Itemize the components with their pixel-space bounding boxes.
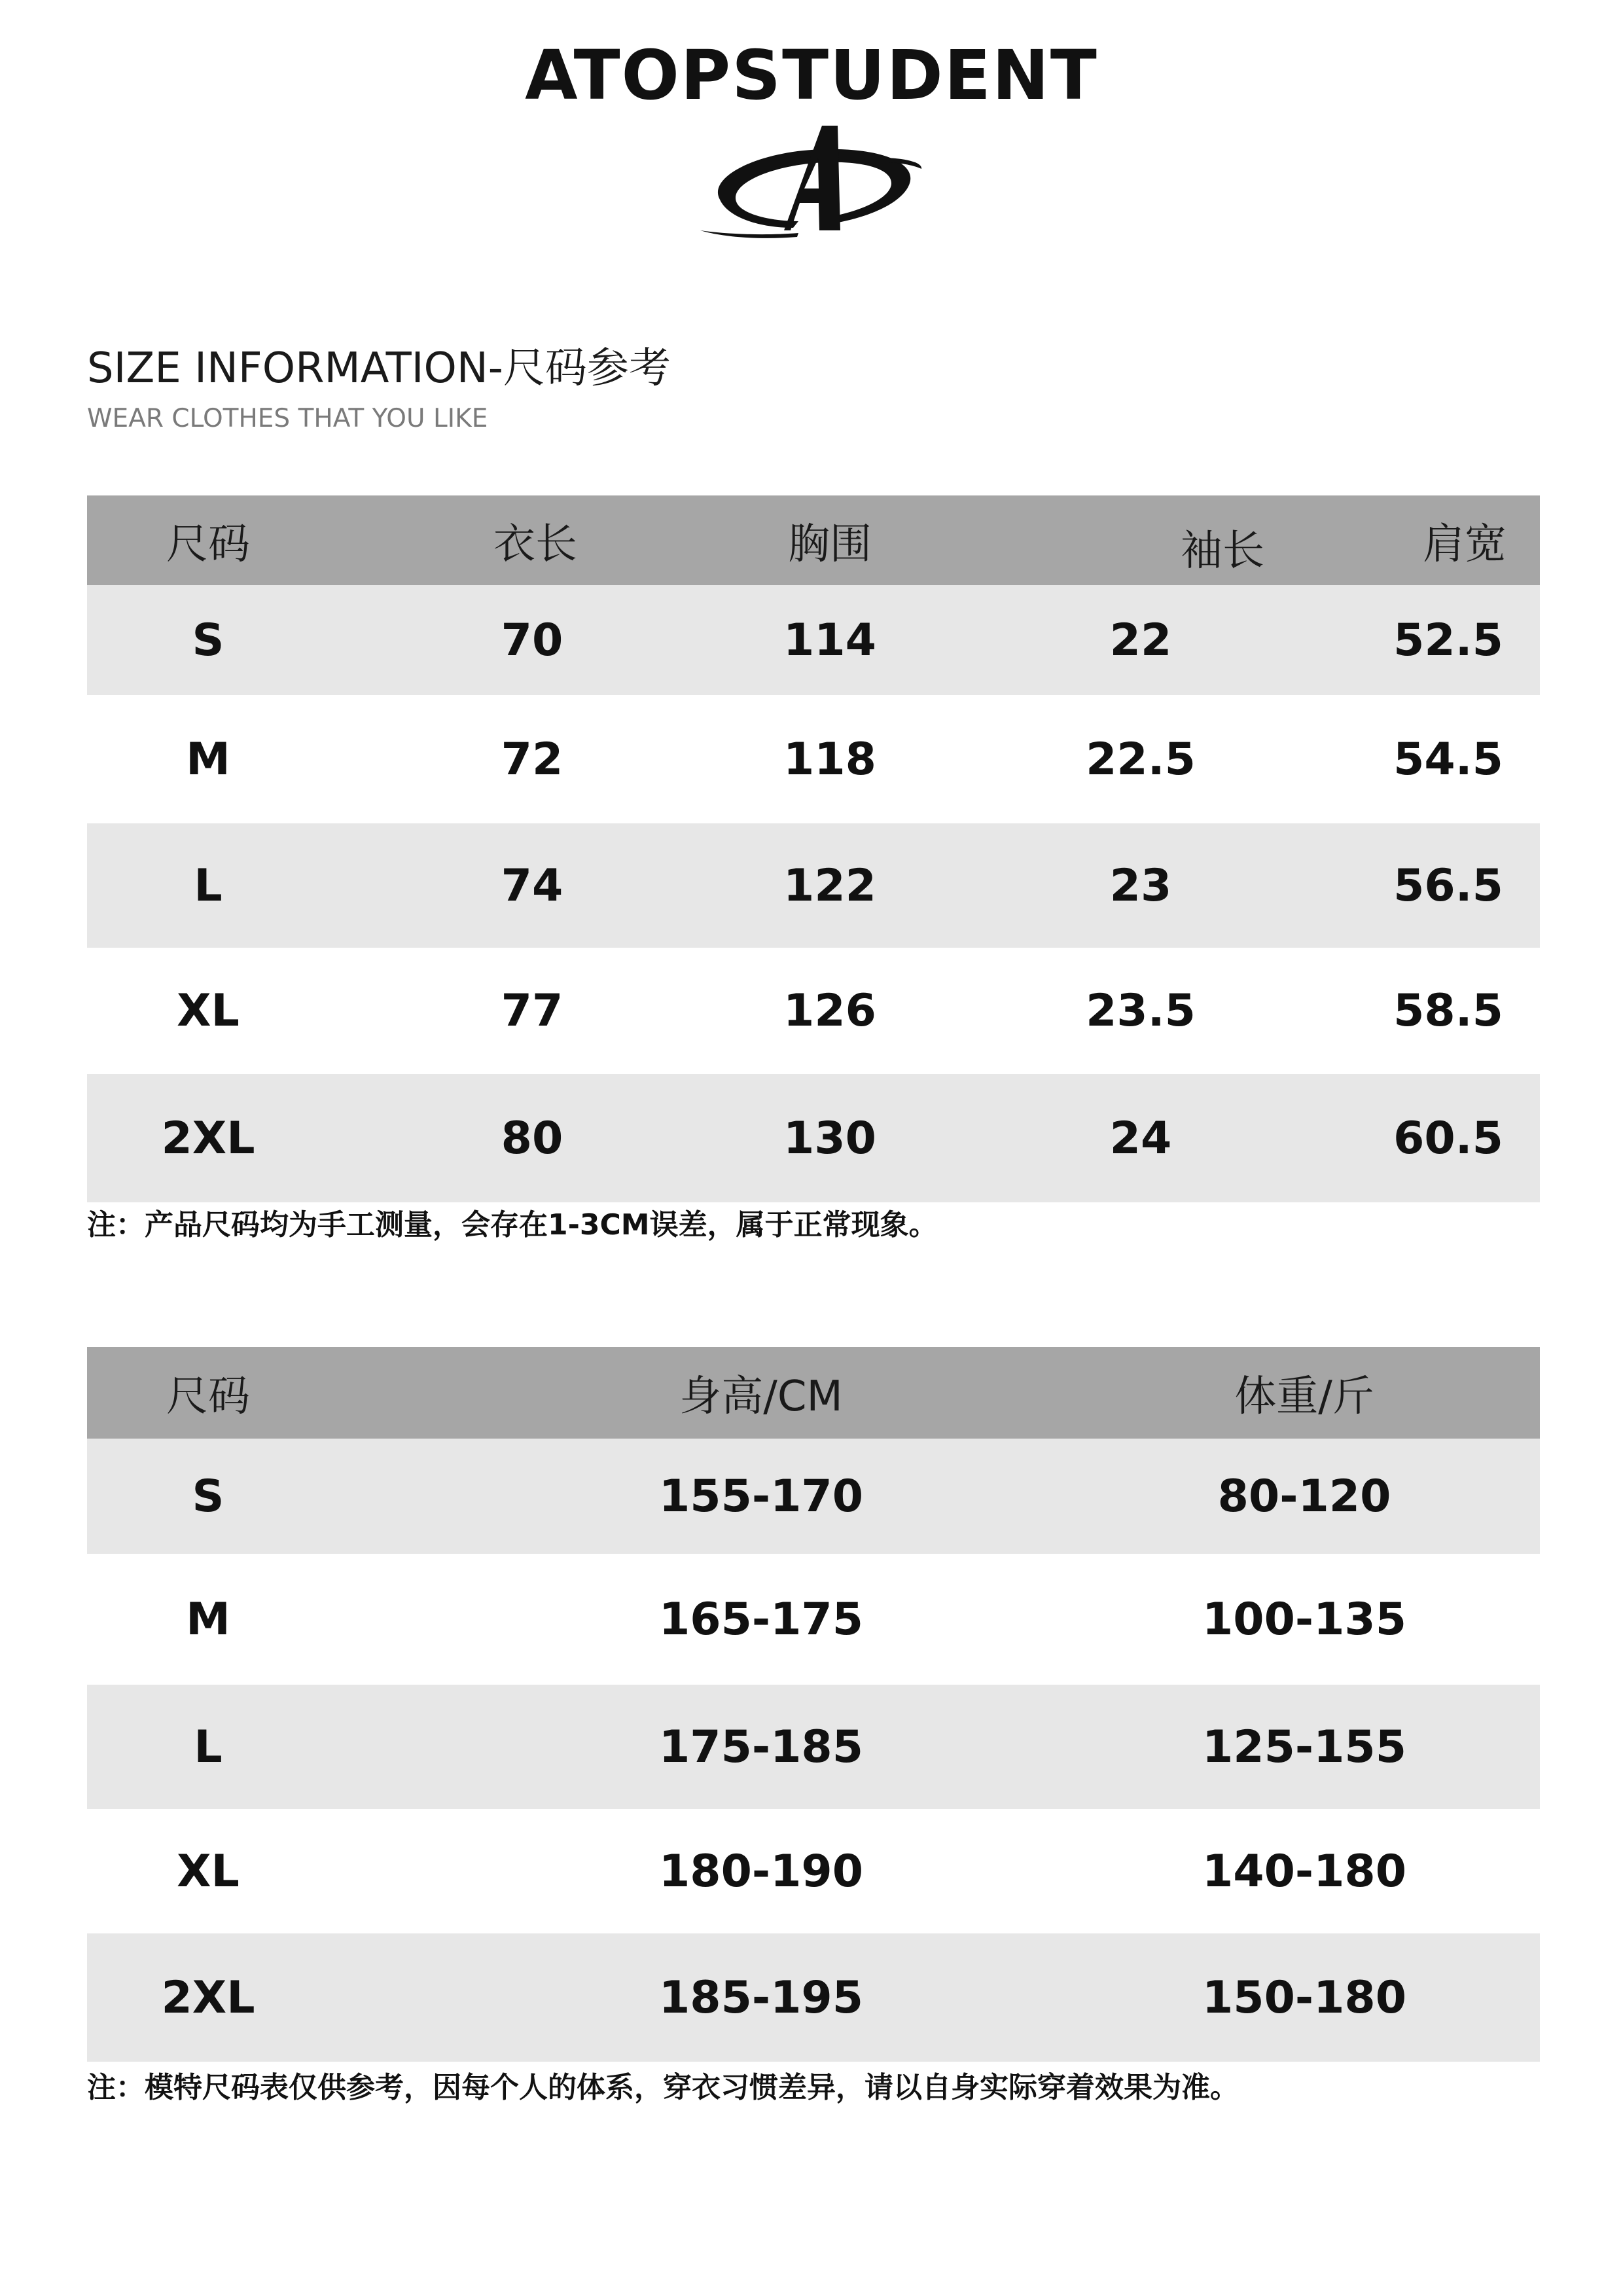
cell-length: 70 — [501, 614, 563, 666]
cell-size: XL — [177, 985, 240, 1037]
cell-weight-range: 125-155 — [1202, 1721, 1407, 1773]
cell-weight-range: 80-120 — [1217, 1470, 1391, 1522]
cell-chest: 126 — [783, 985, 876, 1037]
measurements-table — [87, 495, 1540, 1202]
cell-weight-range: 150-180 — [1202, 1971, 1407, 2024]
cell-height-range: 155-170 — [658, 1470, 864, 1522]
table-row — [87, 823, 1540, 948]
cell-sleeve: 24 — [1109, 1112, 1172, 1164]
table-header-row — [87, 1347, 1540, 1439]
cell-weight-range: 140-180 — [1202, 1845, 1407, 1897]
cell-size: 2XL — [161, 1112, 255, 1164]
cell-sleeve: 23 — [1109, 859, 1172, 912]
cell-sleeve: 22 — [1109, 614, 1172, 666]
section-title: SIZE INFORMATION-尺码参考 — [87, 344, 671, 393]
table-row — [87, 1439, 1540, 1554]
table-header-row — [87, 495, 1540, 585]
header-cell-chest: 胸围 — [788, 520, 872, 569]
cell-height-range: 165-175 — [658, 1593, 864, 1645]
table-row — [87, 1074, 1540, 1202]
cell-length: 72 — [501, 733, 563, 785]
cell-shoulder: 58.5 — [1393, 985, 1503, 1037]
cell-size: 2XL — [161, 1971, 255, 2024]
cell-chest: 118 — [783, 733, 876, 785]
cell-length: 74 — [501, 859, 563, 912]
fit-note: 注：模特尺码表仅供参考，因每个人的体系，穿衣习惯差异，请以自身实际穿着效果为准。 — [87, 2071, 1239, 2104]
cell-length: 80 — [501, 1112, 563, 1164]
header-cell-size: 尺码 — [166, 1372, 250, 1421]
header-cell-size: 尺码 — [166, 520, 250, 569]
cell-height-range: 180-190 — [658, 1845, 864, 1897]
table-row — [87, 695, 1540, 823]
cell-sleeve: 22.5 — [1086, 733, 1196, 785]
measurement-note: 注：产品尺码均为手工测量，会存在1-3CM误差，属于正常现象。 — [87, 1208, 938, 1242]
table-row — [87, 1933, 1540, 2062]
cell-size: L — [194, 859, 223, 912]
header-cell-shoulder: 肩宽 — [1423, 520, 1507, 569]
table-row — [87, 585, 1540, 695]
cell-height-range: 175-185 — [658, 1721, 864, 1773]
cell-chest: 114 — [783, 614, 876, 666]
table-row — [87, 948, 1540, 1074]
table-row — [87, 1809, 1540, 1933]
header-cell-weight: 体重/斤 — [1234, 1372, 1374, 1421]
header-cell-length: 衣长 — [493, 520, 577, 569]
cell-shoulder: 52.5 — [1393, 614, 1503, 666]
atopstudent-logo-icon — [700, 118, 923, 242]
header-cell-height: 身高/CM — [679, 1372, 843, 1421]
cell-sleeve: 23.5 — [1086, 985, 1196, 1037]
cell-size: XL — [177, 1845, 240, 1897]
cell-size: L — [194, 1721, 223, 1773]
header-cell-sleeve: 袖长 — [1181, 526, 1264, 575]
cell-height-range: 185-195 — [658, 1971, 864, 2024]
section-subtitle: WEAR CLOTHES THAT YOU LIKE — [87, 404, 488, 433]
cell-weight-range: 100-135 — [1202, 1593, 1407, 1645]
table-row — [87, 1685, 1540, 1809]
cell-shoulder: 56.5 — [1393, 859, 1503, 912]
cell-size: M — [186, 1593, 230, 1645]
table-row — [87, 1554, 1540, 1685]
cell-shoulder: 60.5 — [1393, 1112, 1503, 1164]
brand-name: ATOPSTUDENT — [525, 35, 1098, 115]
cell-size: M — [186, 733, 230, 785]
cell-length: 77 — [501, 985, 563, 1037]
cell-chest: 130 — [783, 1112, 876, 1164]
cell-chest: 122 — [783, 859, 876, 912]
fit-table — [87, 1347, 1540, 2062]
cell-shoulder: 54.5 — [1393, 733, 1503, 785]
cell-size: S — [192, 614, 224, 666]
cell-size: S — [192, 1470, 224, 1522]
